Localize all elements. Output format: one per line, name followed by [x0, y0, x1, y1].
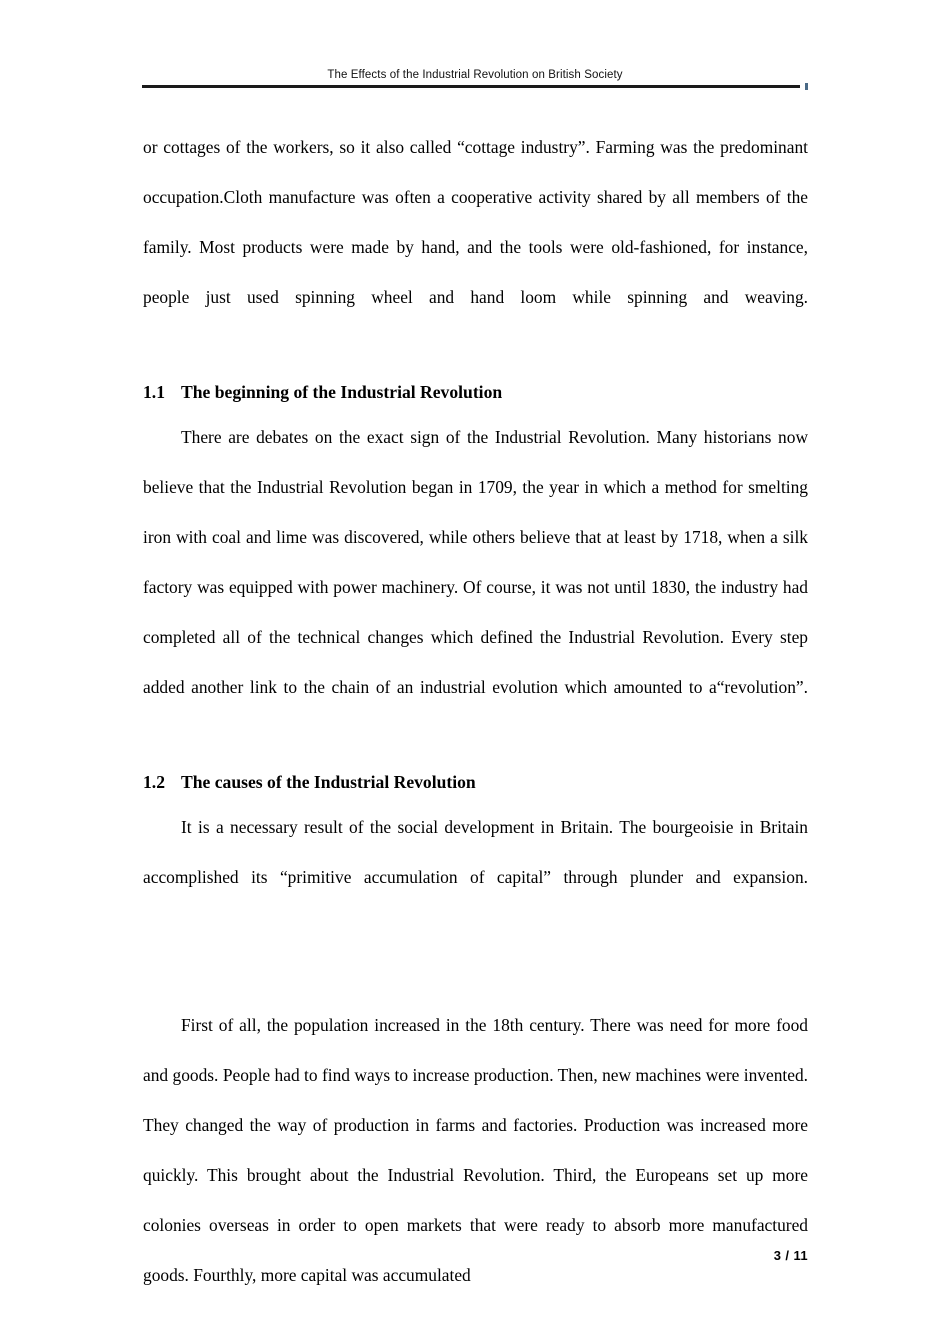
paragraph-section-1-2-second: First of all, the population increased in the 18th century. There was need for more food and goods. People had to find ways to increase production. Then, new machines were invented. They changed the way of production in farms and factories. Production was increased more quickly. This brought about the Industrial Revolution. Third, the Europeans set up more colonies overseas in order to open markets that were ready to absorb more manufactured goods. Fourthly, more capital was accumulated [143, 1015, 808, 1285]
section-title-1-2: The causes of the Industrial Revolution [181, 772, 476, 792]
page-header [142, 68, 808, 82]
paragraph-section-1-1: There are debates on the exact sign of the Industrial Revolution. Many historians now believe that the Industrial Revolution began in 1709, the year in which a method for smelting iron with coal and lime was discovered, while others believe that at least by 1718, when a silk factory was equipped with power machinery. Of course, it was not until 1830, the industry had completed all of the technical changes which defined the Industrial Revolution. Every step added another link to the chain of an industrial evolution which amounted to a“revolution”. [143, 427, 808, 697]
section-heading-1-2 [143, 762, 808, 802]
section-number-1-1: 1.1 [143, 382, 165, 402]
header-title: The Effects of the Industrial Revolution on British Society [327, 69, 623, 81]
header-rule [142, 85, 800, 88]
page-footer [143, 1247, 808, 1265]
header-rule-end-tick [805, 83, 808, 90]
page-number: 3 / 11 [773, 1248, 808, 1263]
section-heading-1-1 [143, 372, 808, 412]
paragraph-section-1-2-first: It is a necessary result of the social development in Britain. The bourgeoisie in Britain accomplished its “primitive accumulation of capital” through plunder and expansion. [143, 817, 808, 887]
paragraph-continued: or cottages of the workers, so it also called “cottage industry”. Farming was the predominant occupation.Cloth manufacture was often a cooperative activity shared by all members of the family. Most products were made by hand, and the tools were old-fashioned, for instance, people just used spinning wheel and hand loom while spinning and weaving. [143, 137, 808, 307]
section-title-1-1: The beginning of the Industrial Revolution [181, 382, 503, 402]
document-body [143, 122, 808, 1300]
section-number-1-2: 1.2 [143, 772, 165, 792]
